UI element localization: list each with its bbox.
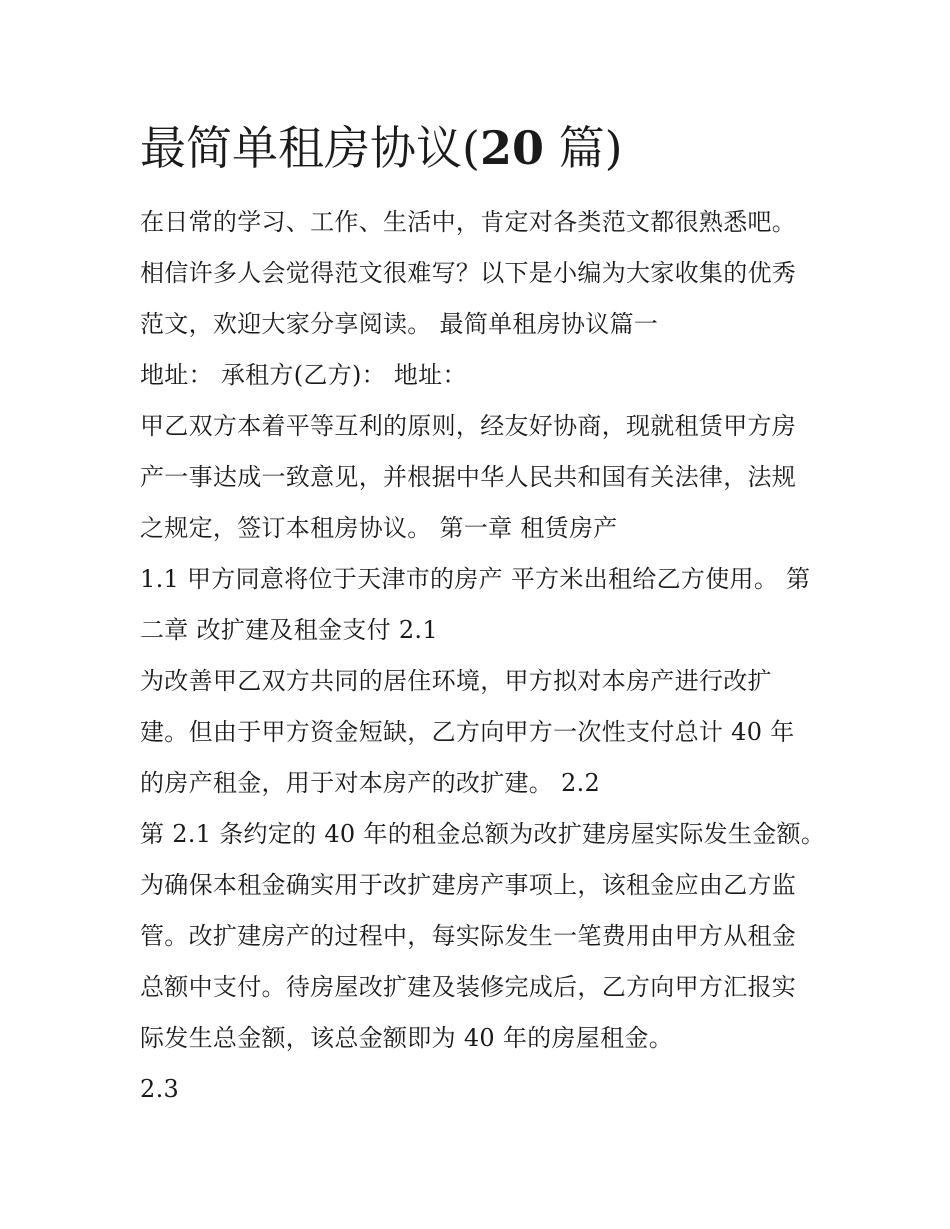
document-body <box>140 197 830 1115</box>
body-line: 管。改扩建房产的过程中，每实际发生一笔费用由甲方从租金 <box>140 922 797 950</box>
body-line: 产一事达成一致意见，并根据中华人民共和国有关法律，法规 <box>140 463 797 491</box>
body-line: 二章 改扩建及租金支付 2.1 <box>140 616 438 644</box>
body-line: 范文，欢迎大家分享阅读。 最简单租房协议篇一 <box>140 310 659 338</box>
document-title <box>140 118 623 178</box>
body-line: 地址： 承租方(乙方)： 地址： <box>140 361 467 389</box>
body-line: 建。但由于甲方资金短缺，乙方向甲方一次性支付总计 40 年 <box>140 718 795 746</box>
body-line: 2.3 <box>140 1075 180 1103</box>
body-line: 为改善甲乙双方共同的居住环境，甲方拟对本房产进行改扩 <box>140 667 772 695</box>
body-line: 甲乙双方本着平等互利的原则，经友好协商，现就租赁甲方房 <box>140 412 797 440</box>
title-main: 最简单租房协议( <box>140 121 480 175</box>
body-line: 相信许多人会觉得范文很难写？以下是小编为大家收集的优秀 <box>140 259 797 287</box>
body-line: 际发生总金额，该总金额即为 40 年的房屋租金。 <box>140 1024 673 1052</box>
body-line: 在日常的学习、工作、生活中，肯定对各类范文都很熟悉吧。 <box>140 208 797 236</box>
body-line: 第 2.1 条约定的 40 年的租金总额为改扩建房屋实际发生金额。 <box>140 820 826 848</box>
body-line: 之规定，签订本租房协议。 第一章 租赁房产 <box>140 514 618 542</box>
body-line: 为确保本租金确实用于改扩建房产事项上，该租金应由乙方监 <box>140 871 797 899</box>
title-tail: 篇) <box>543 121 623 175</box>
body-line: 总额中支付。待房屋改扩建及装修完成后，乙方向甲方汇报实 <box>140 973 797 1001</box>
body-line: 1.1 甲方同意将位于天津市的房产 平方米出租给乙方使用。 第 <box>140 565 811 593</box>
body-line: 的房产租金，用于对本房产的改扩建。 2.2 <box>140 769 601 797</box>
title-number: 20 <box>479 121 544 175</box>
